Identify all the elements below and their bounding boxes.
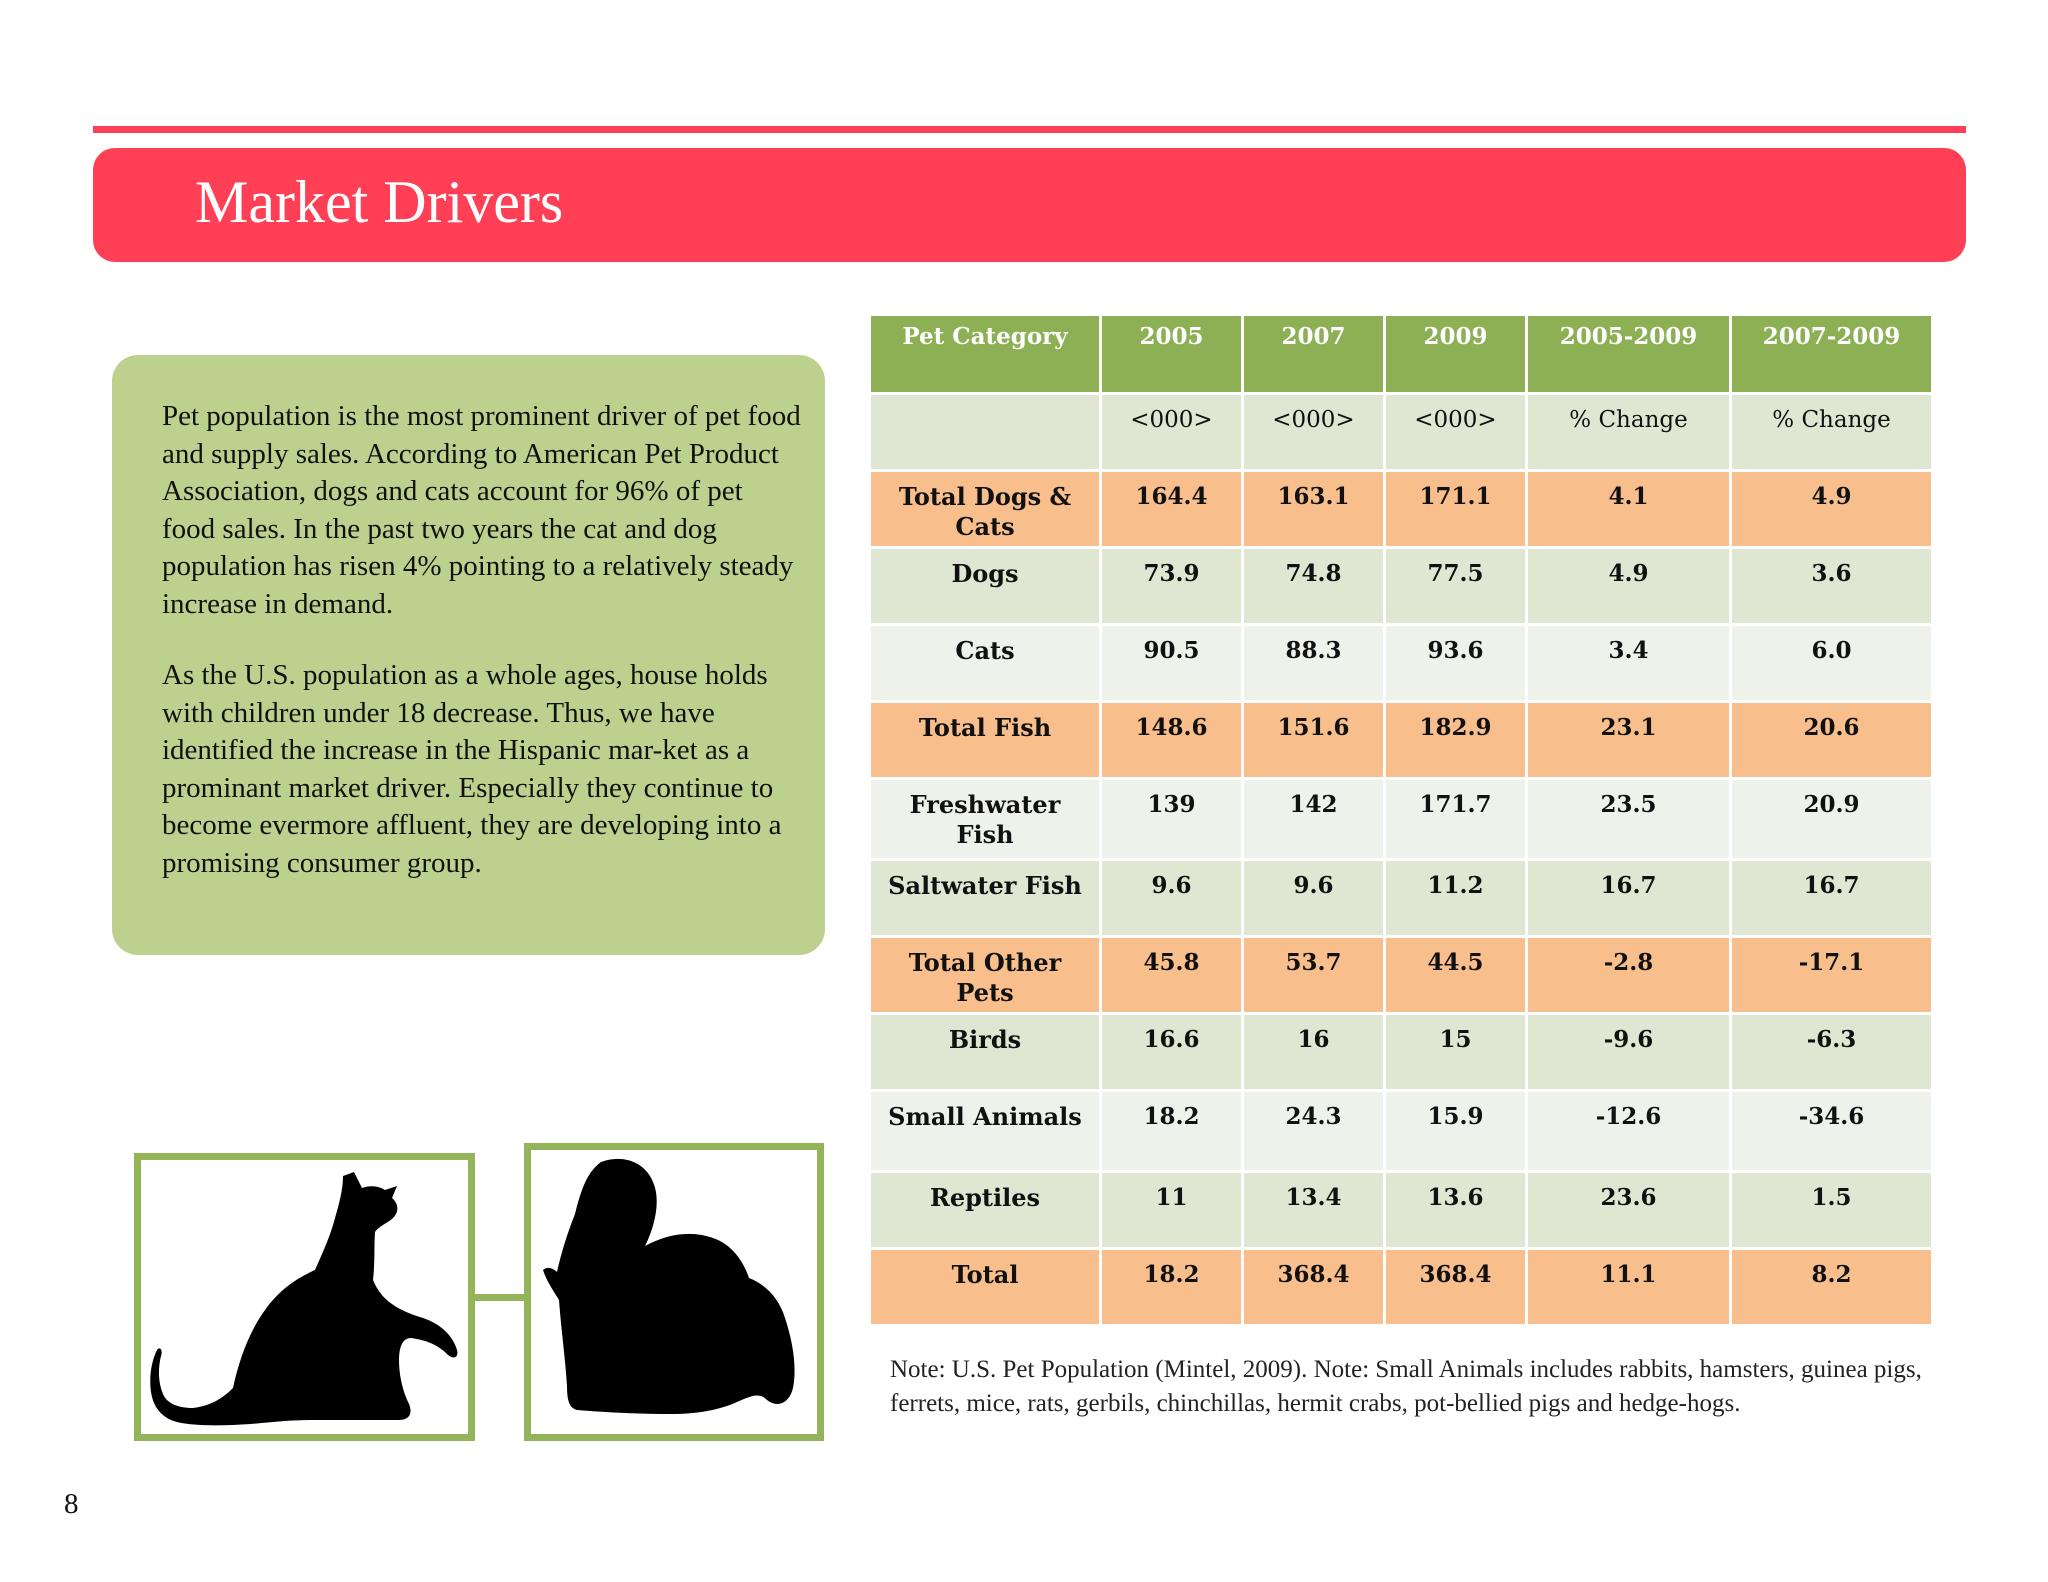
header-2007: 2007 [1243,315,1385,394]
intro-paragraph-1: Pet population is the most prominent driver of pet food and supply sales. According to American Pet Product Association, dogs and cats account for 96% of pet food sales. In the past two years the cat and dog population has risen 4% pointing to a relatively steady increase in demand. [162,400,801,620]
table-units-row [870,394,1933,471]
value-2005-cell: 148.6 [1101,702,1243,779]
change-2007-2009-cell: 16.7 [1731,860,1933,937]
page-number: 8 [64,1488,79,1520]
header-pet-category: Pet Category [870,315,1101,394]
value-2005-cell: 18.2 [1101,1091,1243,1172]
value-2005-cell: 9.6 [1101,860,1243,937]
value-2007-cell: 53.7 [1243,937,1385,1014]
change-2007-2009-cell: 8.2 [1731,1249,1933,1326]
change-2007-2009-cell: 20.6 [1731,702,1933,779]
value-2007-cell: 88.3 [1243,625,1385,702]
page-title: Market Drivers [195,169,564,235]
category-cell: Total Other Pets [870,937,1101,1014]
change-2007-2009-cell: 20.9 [1731,779,1933,860]
category-cell: Total [870,1249,1101,1326]
category-cell: Cats [870,625,1101,702]
value-2005-cell: 139 [1101,779,1243,860]
unit-cell: <000> [1243,394,1385,471]
category-cell: Freshwater Fish [870,779,1101,860]
change-2007-2009-cell: -17.1 [1731,937,1933,1014]
header-2009: 2009 [1385,315,1527,394]
change-2007-2009-cell: -6.3 [1731,1014,1933,1091]
table-row [870,702,1933,779]
table-row [870,625,1933,702]
value-2009-cell: 182.9 [1385,702,1527,779]
dog-silhouette-icon [531,1150,817,1434]
value-2005-cell: 73.9 [1101,548,1243,625]
value-2009-cell: 368.4 [1385,1249,1527,1326]
table-row [870,1091,1933,1172]
title-banner [93,148,1966,262]
value-2007-cell: 163.1 [1243,471,1385,548]
unit-cell: % Change [1731,394,1933,471]
value-2009-cell: 44.5 [1385,937,1527,1014]
frame-connector [475,1294,524,1301]
category-cell: Saltwater Fish [870,860,1101,937]
category-cell: Dogs [870,548,1101,625]
value-2009-cell: 171.1 [1385,471,1527,548]
unit-cell: % Change [1527,394,1731,471]
table-header-row [870,315,1933,394]
change-2007-2009-cell: 4.9 [1731,471,1933,548]
change-2005-2009-cell: 4.9 [1527,548,1731,625]
change-2007-2009-cell: 3.6 [1731,548,1933,625]
value-2007-cell: 142 [1243,779,1385,860]
change-2005-2009-cell: -9.6 [1527,1014,1731,1091]
table-row [870,779,1933,860]
change-2007-2009-cell: -34.6 [1731,1091,1933,1172]
change-2005-2009-cell: -12.6 [1527,1091,1731,1172]
change-2005-2009-cell: 3.4 [1527,625,1731,702]
dog-image [524,1143,824,1441]
cat-image [134,1153,475,1441]
value-2007-cell: 9.6 [1243,860,1385,937]
value-2005-cell: 45.8 [1101,937,1243,1014]
value-2009-cell: 171.7 [1385,779,1527,860]
change-2005-2009-cell: 16.7 [1527,860,1731,937]
table-row [870,1014,1933,1091]
unit-cell: <000> [1385,394,1527,471]
change-2007-2009-cell: 6.0 [1731,625,1933,702]
value-2007-cell: 16 [1243,1014,1385,1091]
intro-paragraph-2: As the U.S. population as a whole ages, house holds with children under 18 decrease. Thus, we have identified the increase in the Hispanic mar-ket as a prominant market driver. Especially they continue to become evermore affluent, they are developing into a promising consumer group. [162,659,782,879]
value-2007-cell: 13.4 [1243,1172,1385,1249]
value-2005-cell: 90.5 [1101,625,1243,702]
category-cell: Small Animals [870,1091,1101,1172]
value-2005-cell: 18.2 [1101,1249,1243,1326]
value-2005-cell: 164.4 [1101,471,1243,548]
table-row [870,548,1933,625]
value-2009-cell: 15 [1385,1014,1527,1091]
unit-cell [870,394,1101,471]
value-2009-cell: 11.2 [1385,860,1527,937]
value-2009-cell: 15.9 [1385,1091,1527,1172]
table-row [870,1249,1933,1326]
value-2009-cell: 77.5 [1385,548,1527,625]
category-cell: Birds [870,1014,1101,1091]
change-2005-2009-cell: 11.1 [1527,1249,1731,1326]
change-2005-2009-cell: 23.6 [1527,1172,1731,1249]
change-2005-2009-cell: -2.8 [1527,937,1731,1014]
change-2005-2009-cell: 23.5 [1527,779,1731,860]
table-row [870,860,1933,937]
pet-population-table [868,313,1934,1327]
cat-silhouette-icon [141,1160,468,1434]
value-2007-cell: 24.3 [1243,1091,1385,1172]
table-row [870,937,1933,1014]
header-2005: 2005 [1101,315,1243,394]
value-2005-cell: 16.6 [1101,1014,1243,1091]
table-row [870,1172,1933,1249]
change-2005-2009-cell: 23.1 [1527,702,1731,779]
unit-cell: <000> [1101,394,1243,471]
value-2007-cell: 74.8 [1243,548,1385,625]
value-2009-cell: 93.6 [1385,625,1527,702]
table-row [870,471,1933,548]
value-2007-cell: 368.4 [1243,1249,1385,1326]
top-rule [93,126,1966,133]
change-2007-2009-cell: 1.5 [1731,1172,1933,1249]
category-cell: Total Dogs & Cats [870,471,1101,548]
category-cell: Reptiles [870,1172,1101,1249]
change-2005-2009-cell: 4.1 [1527,471,1731,548]
value-2009-cell: 13.6 [1385,1172,1527,1249]
table-note: Note: U.S. Pet Population (Mintel, 2009). Note: Small Animals includes rabbits, hamsters, guinea pigs, ferrets, mice, rats, gerbils, chinchillas, hermit crabs, pot-bellied pigs and hedge-hogs. [890,1356,1922,1417]
value-2007-cell: 151.6 [1243,702,1385,779]
value-2005-cell: 11 [1101,1172,1243,1249]
intro-card [112,355,825,955]
header-change-2005-2009: 2005-2009 [1527,315,1731,394]
category-cell: Total Fish [870,702,1101,779]
header-change-2007-2009: 2007-2009 [1731,315,1933,394]
